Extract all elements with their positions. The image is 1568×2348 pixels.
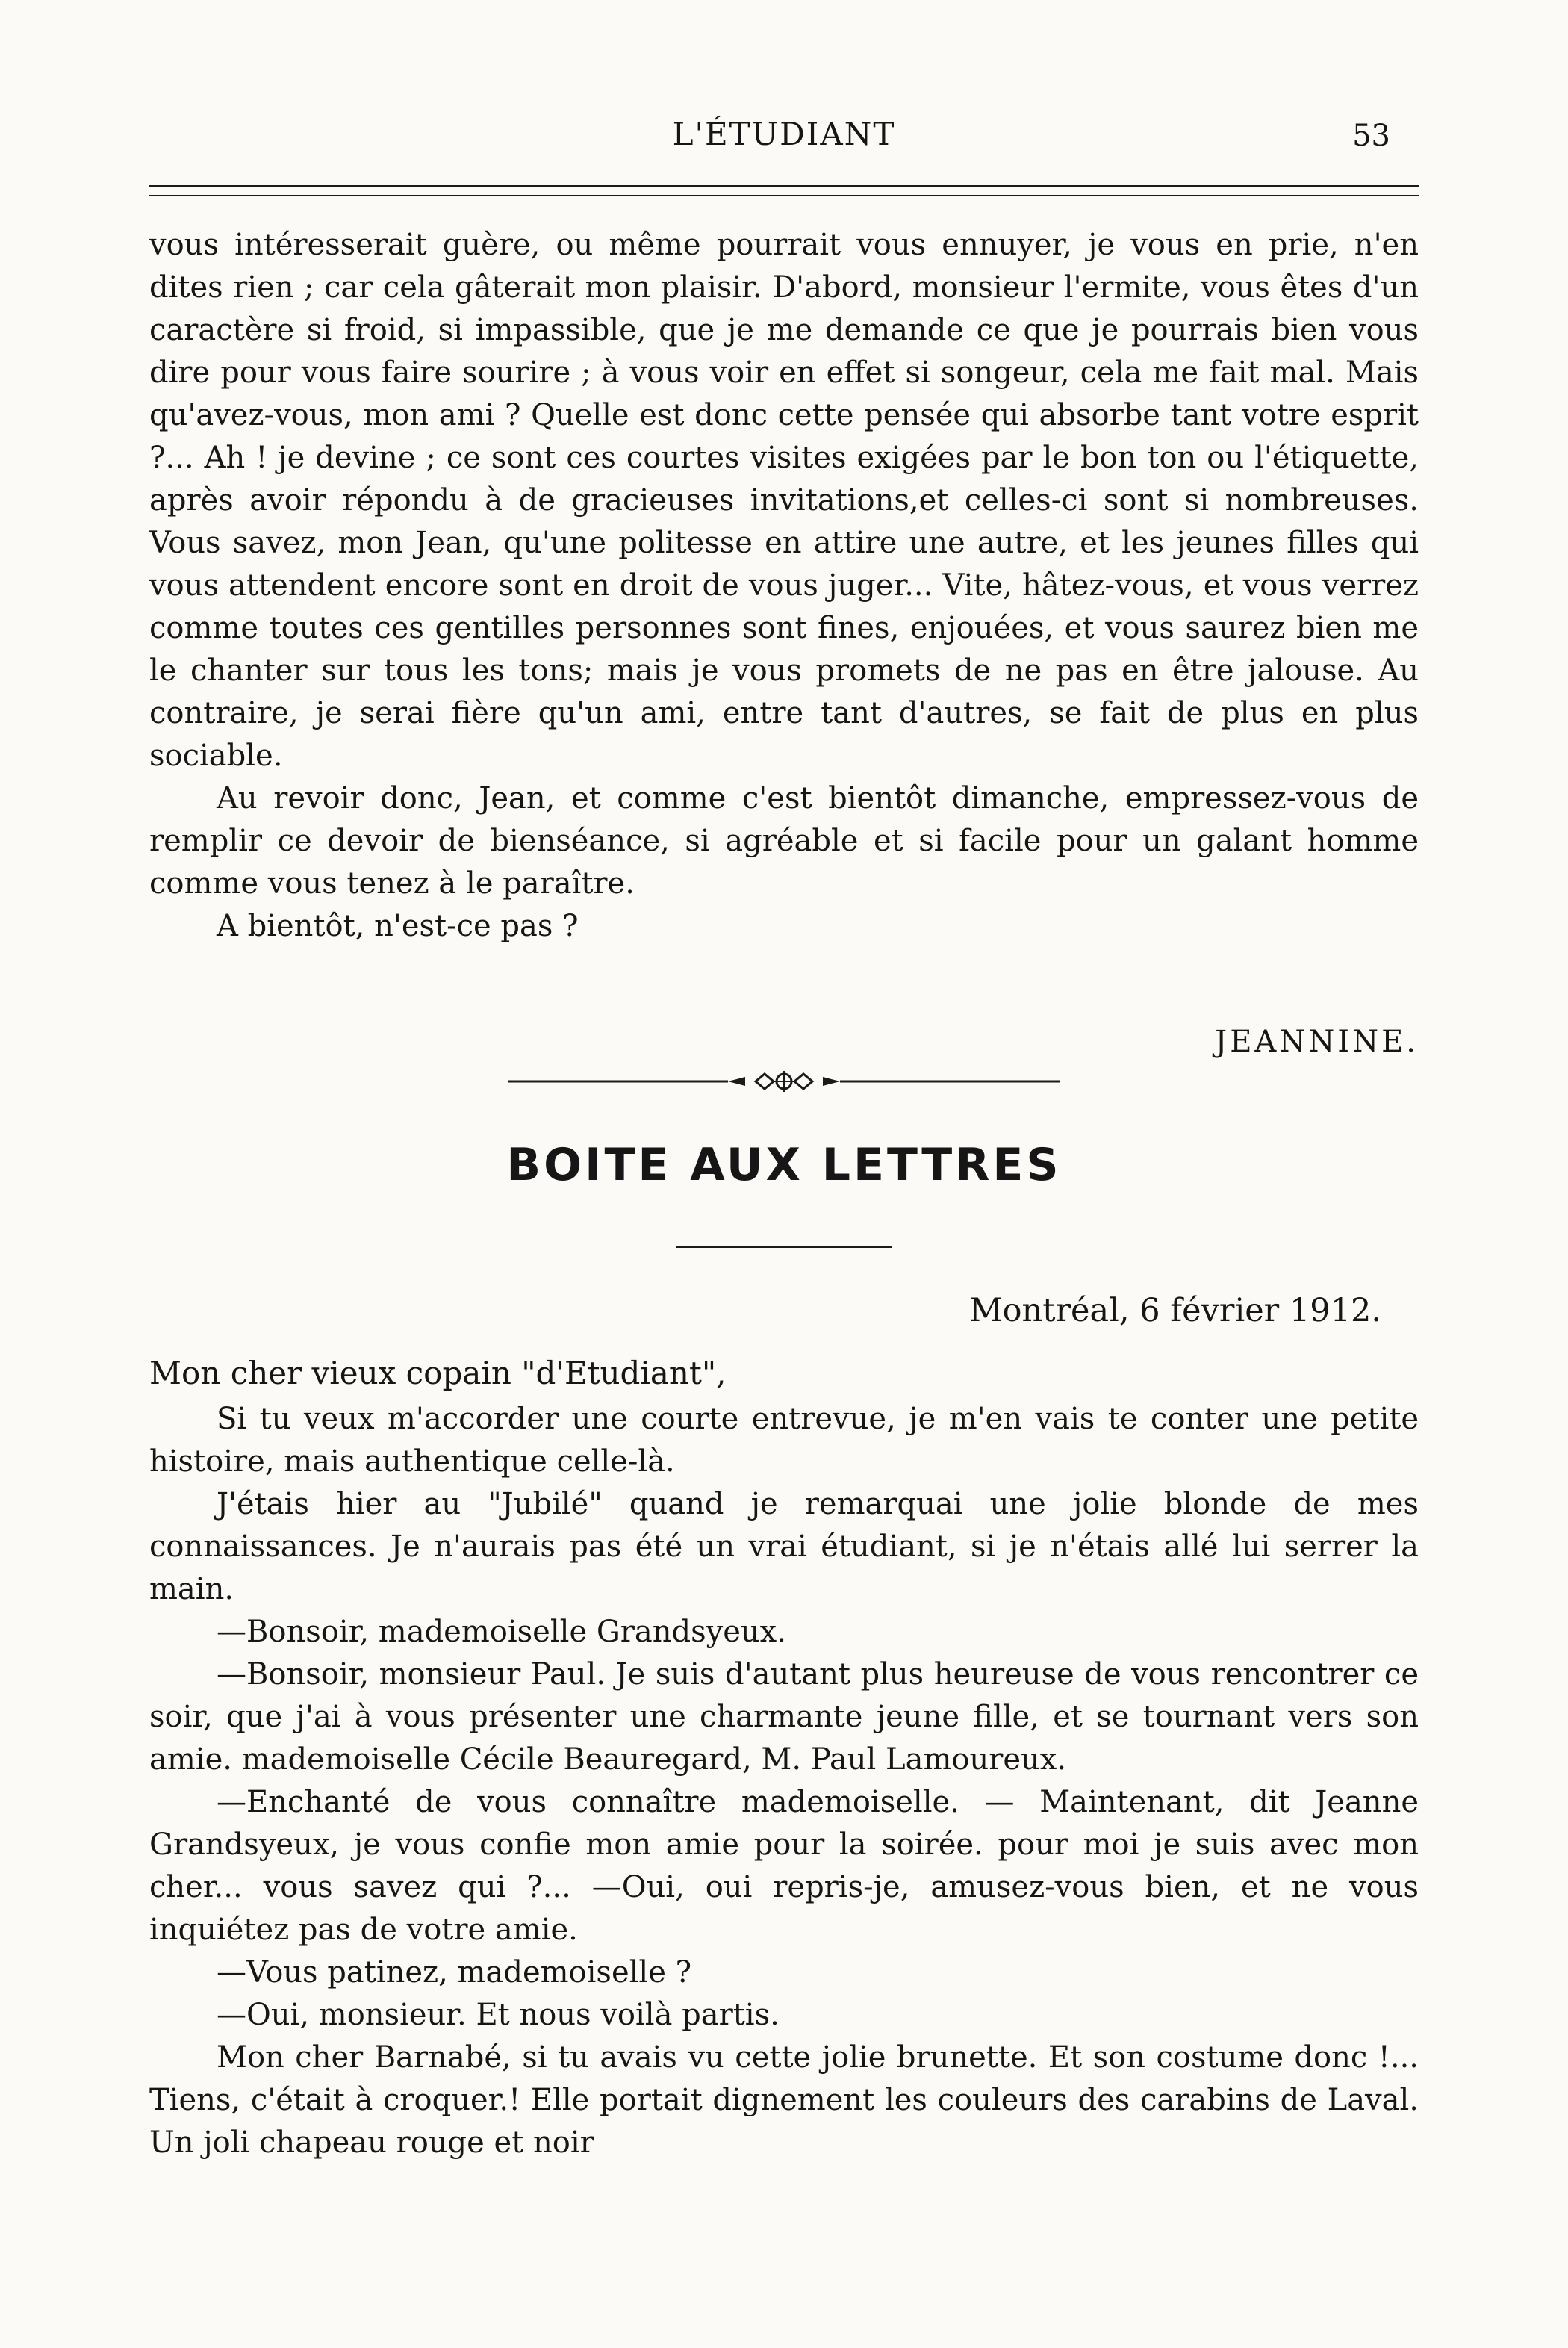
- dialogue-line: —Bonsoir, monsieur Paul. Je suis d'autant plus heureuse de vous rencontrer ce soir, que j'ai à vous présenter une charmante jeune fille, et se tournant vers son amie. mademoiselle Cécile Beauregard, M. Paul Lamoureux.: [149, 1657, 1419, 1777]
- header-rule: [149, 185, 1419, 196]
- letter-paragraph: Mon cher Barnabé, si tu avais vu cette jolie brunette. Et son costume donc !... Tiens, c'était à croquer.! Elle portait dignement les couleurs des carabins de Laval. Un joli chapeau rouge et noir: [149, 2040, 1419, 2160]
- letter-paragraph: Au revoir donc, Jean, et comme c'est bientôt dimanche, empressez-vous de remplir ce devoir de bienséance, si agréable et si facile pour un galant homme comme vous tenez à le paraître.: [149, 781, 1419, 901]
- dialogue-line: —Oui, monsieur. Et nous voilà partis.: [217, 1998, 780, 2032]
- letter-paragraph: Si tu veux m'accorder une courte entrevue, je m'en vais te conter une petite histoire, mais authentique celle-là.: [149, 1402, 1419, 1479]
- letter-body: [149, 224, 1419, 948]
- running-title: L'ÉTUDIANT: [672, 116, 896, 152]
- ornamental-divider: [0, 1066, 1568, 1096]
- letter-paragraph: J'étais hier au "Jubilé" quand je remarquai une jolie blonde de mes connaissances. Je n'aurais pas été un vrai étudiant, si je n'étais allé lui serrer la main.: [149, 1487, 1419, 1606]
- dialogue-line: —Enchanté de vous connaître mademoiselle. — Maintenant, dit Jeanne Grandsyeux, je vous confie mon amie pour la soirée. pour moi je suis avec mon cher... vous savez qui ?... —Oui, oui repris-je, amusez-vous bien, et ne vous inquiétez pas de votre amie.: [149, 1785, 1419, 1947]
- signature: JEANNINE.: [1215, 1025, 1419, 1059]
- page-header: [149, 116, 1419, 161]
- salutation: Mon cher vieux copain "d'Etudiant",: [149, 1355, 727, 1391]
- dialogue-line: —Bonsoir, mademoiselle Grandsyeux.: [217, 1615, 786, 1649]
- letter-paragraph: vous intéresserait guère, ou même pourrait vous ennuyer, je vous en prie, n'en dites rien ; car cela gâterait mon plaisir. D'abord, monsieur l'ermite, vous êtes d'un caractère si froid, si impassible, que je me demande ce que je pourrais bien vous dire pour vous faire sourire ; à vous voir en effet si songeur, cela me fait mal. Mais qu'avez-vous, mon ami ? Quelle est donc cette pensée qui absorbe tant votre esprit ?... Ah ! je devine ; ce sont ces courtes visites exigées par le bon ton ou l'étiquette, après avoir répondu à de gracieuses invitations,et celles-ci sont si nombreuses. Vous savez, mon Jean, qu'une politesse en attire une autre, et les jeunes filles qui vous attendent encore sont en droit de vous juger... Vite, hâtez-vous, et vous verrez comme toutes ces gentilles personnes sont fines, enjouées, et vous saurez bien me le chanter sur tous les tons; mais je vous promets de ne pas en être jalouse. Au contraire, je serai fière qu'un ami, entre tant d'autres, se fait de plus en plus sociable.: [149, 228, 1419, 773]
- page-number: 53: [1352, 119, 1390, 153]
- dialogue-line: —Vous patinez, mademoiselle ?: [217, 1955, 692, 1990]
- letter-paragraph: A bientôt, n'est-ce pas ?: [217, 909, 579, 943]
- heading-rule: [676, 1246, 892, 1248]
- section-heading: BOITE AUX LETTRES: [506, 1139, 1062, 1191]
- ornament-icon: [508, 1066, 1060, 1096]
- letter-body: [149, 1398, 1419, 2164]
- dateline: Montréal, 6 février 1912.: [969, 1292, 1381, 1329]
